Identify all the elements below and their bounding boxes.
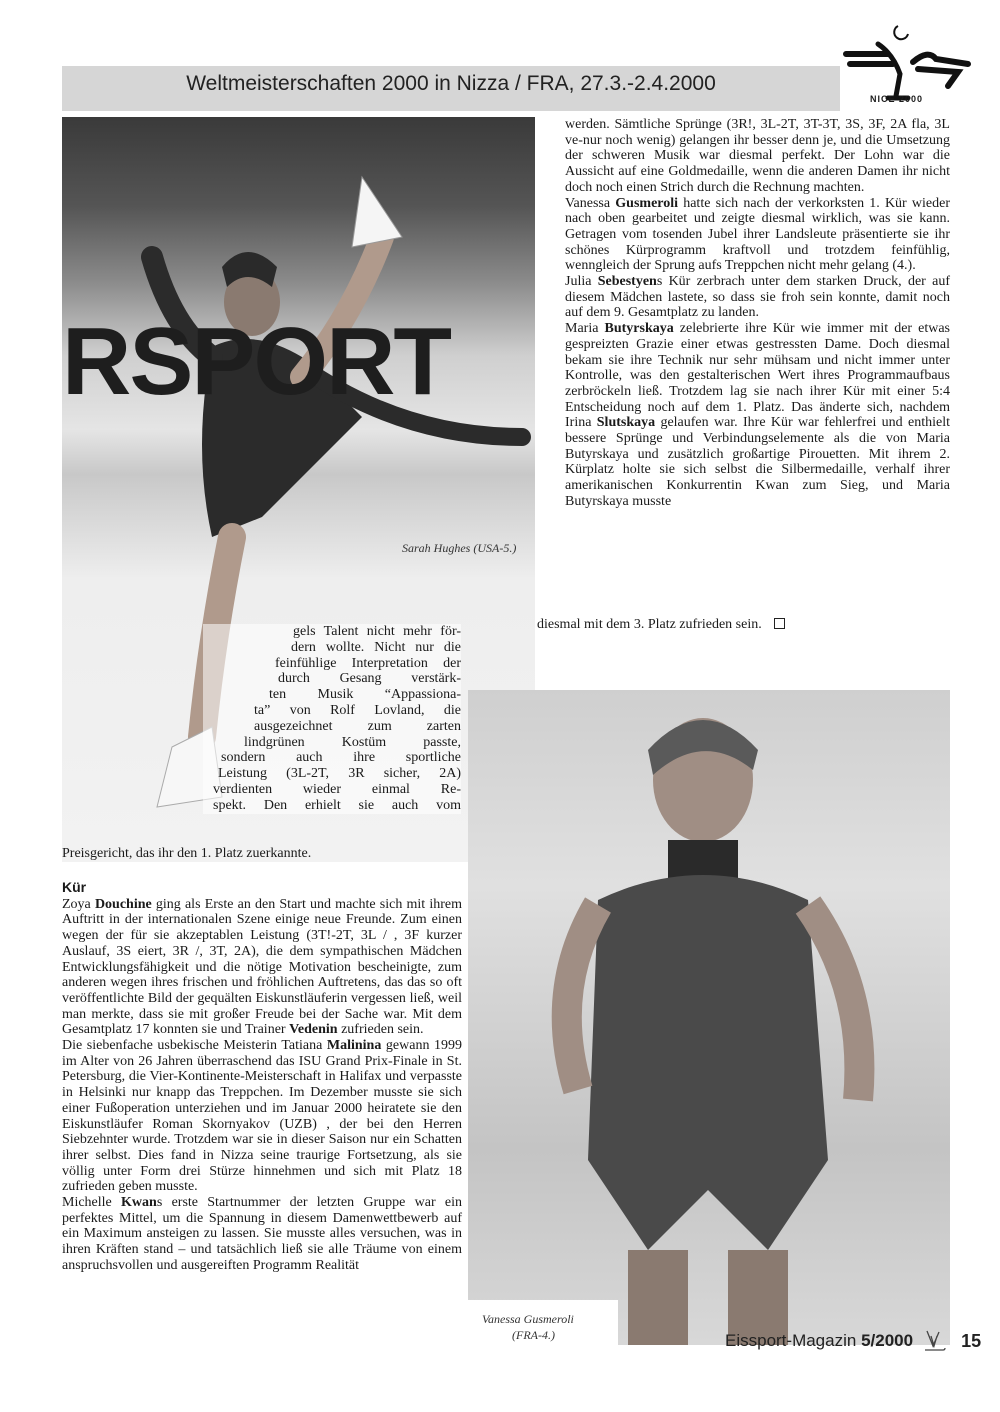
wrapped-text-end: Preisgericht, das ihr den 1. Platz zuerkannte.: [62, 846, 312, 861]
photo-caption: (FRA-4.): [512, 1328, 555, 1342]
left-column-text: [62, 880, 462, 1274]
trainer-name: Vedenin: [289, 1022, 338, 1038]
paragraph: Vanessa Gusmeroli hatte sich nach der verkorksten 1. Kür wieder nach oben gearbeitet und zeigte diesmal wirklich, was sie kann. Getragen vom tosenden Jubel ihrer Landsleute präsentierte sie ihr schönes Kürprogramm kraftvoll und trotzdem feinfühlig, wenngleich der Sprung aufs Treppchen nicht mehr gelang (4.).: [565, 195, 950, 274]
photo-vanessa-gusmeroli: [468, 690, 950, 1345]
article-end-line: diesmal mit dem 3. Platz zufrieden sein.: [537, 617, 785, 633]
paragraph: Die siebenfache usbekische Meisterin Tatiana Malinina gewann 1999 im Alter von 26 Jahren überraschend das ISU Grand Prix-Finale in St. Petersburg, die Vier-Kontinente-Meisterschaft in Halifax und verpasste in Helsinki nur knapp das Treppchen. Im Dezember musste sie sich einer Fußoperation unterziehen und im Januar 2000 heiratete sie den Eiskunstläufer Roman Skornyakov (UZB) , der bei den Herren Siebzehnter wurde. Trotzdem war sie in dieser Saison nur ein Schatten ihrer selbst. Dies fand in Nizza seine traurige Fortsetzung, als sie völlig unter Form drei Stürze hinnehmen und sich mit Platz 18 zufrieden geben musste.: [62, 1038, 463, 1195]
skater-logo-icon: [921, 1328, 947, 1354]
skater-name: Douchine: [94, 896, 152, 912]
paragraph: werden. Sämtliche Sprünge (3R!, 3L-2T, 3T-3T, 3S, 3F, 2A fla, 3L ve-nur noch wenig) gelangen ihr besser denn je, und die Umsetzung der schweren Musik war diesmal perfekt. Der Lohn war die Aussicht auf eine Goldmedaille, wenn die anderen Damen ihr nicht doch noch einen Strich durch die Rechnung machten.: [565, 117, 950, 195]
end-mark-icon: [774, 618, 785, 629]
paragraph: Michelle Kwans erste Startnummer der letzten Gruppe war ein perfektes Mittel, um die Spannung in diesem Damenwettbewerb auf ein Maximum ansteigen zu lassen. Sie musste alles versuchen, was in ihren Kräften stand – und tatsächlich ließ sie alle Träume von einem anspruchsvollen und ausgereiften Programm Realität: [62, 1195, 462, 1273]
paragraph: Julia Sebestyens Kür zerbrach unter dem starken Druck, der auf diesem Mädchen lastete, so dass sie froh sein konnte, damit noch auf dem 9. Gesamtplatz zu landen.: [565, 274, 950, 321]
skater-name: Slutskaya: [596, 415, 656, 431]
photo-caption: Sarah Hughes (USA-5.): [402, 541, 517, 555]
skater-name: Gusmeroli: [615, 195, 679, 211]
arena-banner-text: RSPORT: [62, 308, 451, 415]
paragraph: Zoya Douchine ging als Erste an den Start und machte sich mit ihrem Auftritt in der internationalen Szene einige neue Freunde. Zum einen wegen der für sie akzeptablen Leistung (3T!-2T, 3L / , 3F kurzer Auslauf, 3S eiert, 3R /, 3T, 2A), die dem sympathischen Mädchen Entwicklungsfähigkeit und die nötige Motivation bescheinigte, zum anderen wegen ihres frischen und fröhlichen Auftretens, das das so oft veröffentlichte Bild der gequälten Eiskunstläuferin vergessen ließ, weil man merkte, dass sie mit großer Freude bei der Sache war. Mit dem Gesamtplatz 17 konnten sie und Trainer Vedenin zufrieden sein.: [62, 896, 462, 1038]
skater-name: Malinina: [326, 1038, 382, 1054]
logo-text: NICE 2000: [870, 94, 924, 104]
skater-name: Sebestyen: [597, 274, 657, 290]
section-heading: Kür: [62, 879, 87, 895]
photo-caption: Vanessa Gusmeroli: [482, 1312, 574, 1326]
skater-name: Butyrskaya: [604, 321, 674, 337]
magazine-name: Eissport-Magazin 5/2000: [725, 1331, 914, 1350]
skater-name: Kwan: [121, 1195, 157, 1211]
wrapped-text: gels Talent nicht mehr för- dern wollte. Nicht nur die feinfühlige Interpretation der durch Gesang verstärk- ten Musik “Appassiona- ta” von Rolf Lovland, die ausgezeichnet zum zarten lindgrünen Kostüm passte, sondern auch ihre sportliche Leistung (3L-2T, 3R sicher, 2A) verdienten wieder einmal Re- spekt. Den erhielt sie auch vom: [203, 624, 461, 814]
nice-2000-logo: [838, 14, 978, 106]
right-column-text: [565, 117, 950, 510]
paragraph: Maria Butyrskaya zelebrierte ihre Kür wie immer mit der etwas gespreizten Grazie einer etwas gestressten Dame. Doch diesmal bekam sie ihre Technik nur sehr mühsam und nicht immer unter Kontrolle, was den gestalterischen Wert ihres Programmaufbaus zerbröckeln ließ. Trotzdem lag sie nach ihrer Kür mit einer 5:4 Entscheidung noch auf dem 1. Platz. Das änderte sich, nachdem Irina Slutskaya gelaufen war. Ihre Kür war fehlerfrei und enthielt bessere Sprünge und Verbindungselemente als die von Maria Butyrskaya und zusätzlich großartige Pirouetten. Mit ihrem 2. Kürplatz holte sie sich selbst die Silbermedaille, verhalf ihrer amerikanischen Konkurrentin Kwan zum Sieg, und Maria Butyrskaya musste: [565, 321, 951, 509]
page-footer: [725, 1328, 981, 1354]
page-title: Weltmeisterschaften 2000 in Nizza / FRA, 27.3.-2.4.2000: [186, 72, 716, 95]
skater-portrait: [468, 690, 950, 1345]
page-number: 15: [961, 1330, 982, 1351]
